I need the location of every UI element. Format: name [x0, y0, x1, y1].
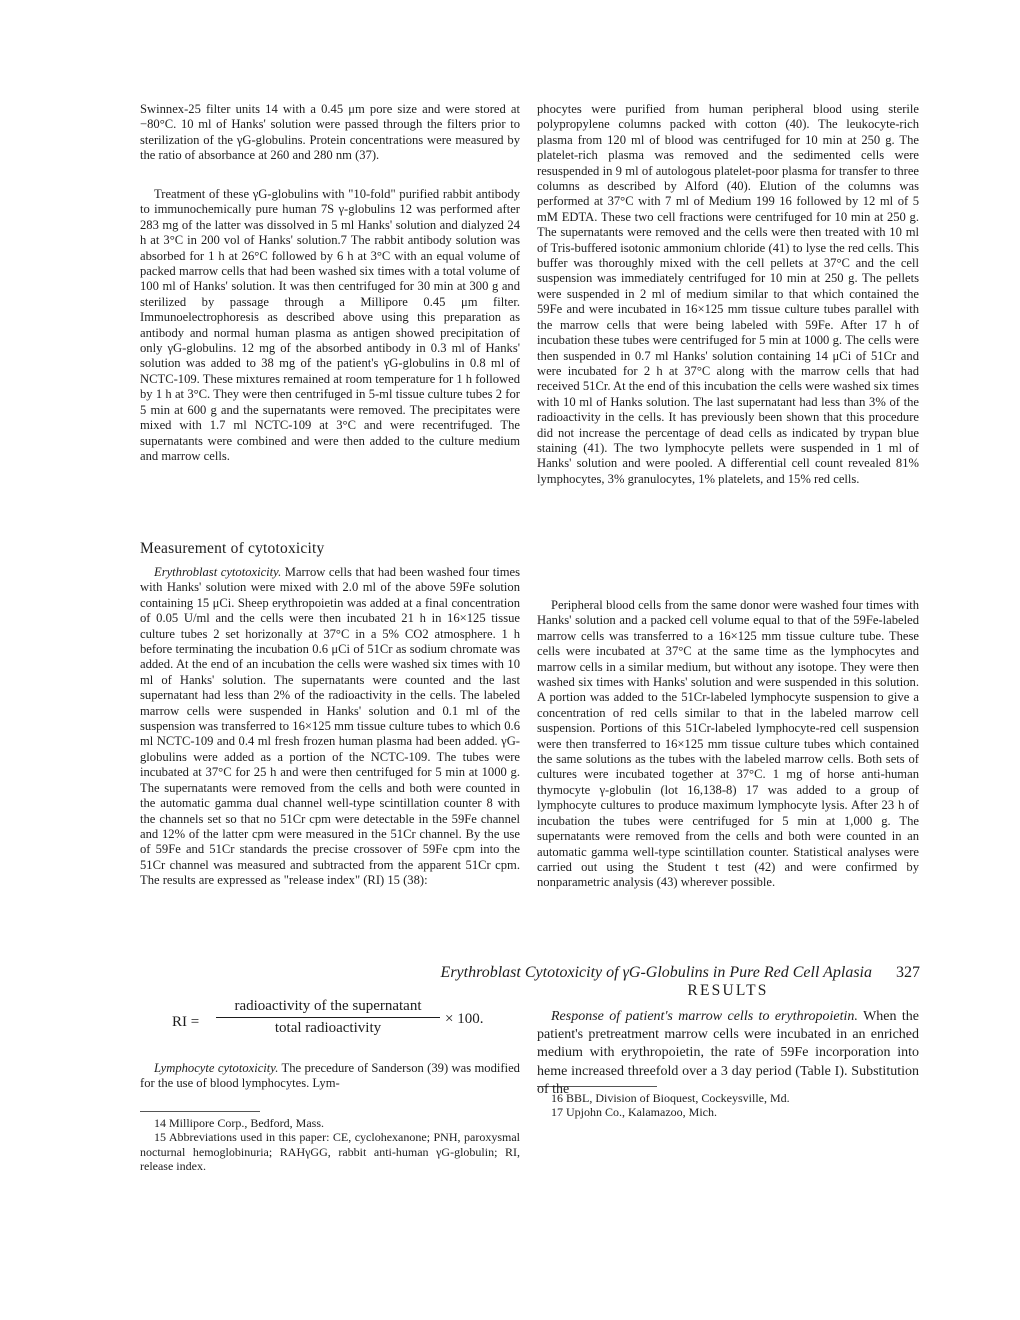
results-heading: RESULTS	[687, 982, 769, 999]
running-title: Erythroblast Cytotoxicity of γG-Globulins in Pure Red Cell Aplasia	[440, 964, 872, 981]
page-footer	[441, 964, 920, 982]
paragraph-text: The precedure of Sanderson (39) was modified for the use of blood lymphocytes. Lym-	[140, 1061, 520, 1091]
equation	[140, 995, 520, 1053]
run-in-heading: Response of patient's marrow cells to erythropoietin.	[551, 1009, 858, 1024]
paragraph: Treatment of these γG-globulins with "10-fold" purified rabbit antibody to immunochemically pure human 7S γ-globulins 12 was performed after 283 mg of the latter was dissolved in 5 ml Hanks' solution and dialyzed 24 h at 3°C in 200 vol of Hanks' solution.7 The rabbit antibody solution was absorbed for 1 h at 26°C followed by 6 h at 3°C with an equal volume of packed marrow cells that had been washed six times with a total volume of 100 ml of Hanks' solution. It was then centrifuged for 30 min at 300 g and sterilized by passage through a Millipore 0.45 μm filter. Immunoelectrophoresis as described above using this preparation as antibody and normal human plasma as antigen showed precipitation of only γG-globulins. 12 mg of the absorbed antibody in 0.3 ml of Hanks' solution was added to 38 mg of the patient's γG-globulins in 0.8 ml of NCTC-109. These mixtures remained at room temperature for 1 h followed by 1 h at 3°C. They were then centrifuged in 5-ml tissue culture tubes 2 for 5 min at 600 g and the supernatants were removed. The precipitates were mixed with 1.7 ml NCTC-109 at 3°C and were recentrifuged. The supernatants were combined and were then added to the culture medium and marrow cells.	[140, 187, 520, 463]
paragraph: Peripheral blood cells from the same donor were washed four times with Hanks' solution and a packed cell volume equal to that of the 59Fe-labeled marrow cells was transferred to a 16×125 mm tissue culture tube. These cells were incubated at 37°C at the same time as the lymphocytes and marrow cells in a similar medium, but without any isotope. They were then washed six times with Hanks' solution and were suspended in this solution. A portion was added to the 51Cr-labeled lymphocyte suspension to give a concentration of red cells similar to that in the labeled marrow cell suspension. Portions of this 51Cr-labeled lymphocyte-red cell suspension were then transferred to 16×125 mm tissue culture tubes which contained the same solutions as the tubes with the labeled marrow cells. Both sets of cultures were incubated together at 37°C. 1 mg of horse anti-human thymocyte γ-globulin (lot 16,138-8) 17 was added to a group of lymphocyte cultures to produce maximum lymphocyte lysis. After 23 h of incubation the tubes were centrifuged for 5 min at 1,000 g. The supernatants were removed from the cells and both were counted in an automatic gamma well-type scintillation counter. Statistical analyses were carried out using the Student t test (42) and were confirmed by nonparametric analysis (43) wherever possible.	[537, 598, 919, 890]
section-heading: Measurement of cytotoxicity	[140, 540, 325, 557]
equation-denominator: total radioactivity	[274, 1020, 382, 1036]
footnote: 15 Abbreviations used in this paper: CE, cyclohexanone; PNH, paroxysmal nocturnal hemoglobinuria; RAHγGG, rabbit anti-human γG-globulin; RI, release index.	[140, 1130, 520, 1174]
left-column	[140, 102, 520, 1174]
paragraph-text: When the patient's pretreatment marrow cells were incubated in an enriched medium with erythropoietin, the rate of 59Fe incorporation into heme increased threefold over a 3 day period (Table I). Substitution of the	[537, 1009, 919, 1097]
equation-numerator: radioactivity of the supernatant	[234, 998, 422, 1014]
paragraph	[537, 1008, 919, 1097]
footnote: 17 Upjohn Co., Kalamazoo, Mich.	[551, 1105, 717, 1120]
run-in-heading: Erythroblast cytotoxicity.	[154, 565, 282, 579]
paragraph	[140, 565, 520, 981]
paragraph: Swinnex-25 filter units 14 with a 0.45 μm pore size and were stored at −80°C. 10 ml of Hanks' solution were passed through the filters prior to sterilization of the γG-globulins. Protein concentrations were measured by the ratio of absorbance at 260 and 280 nm (37).	[140, 102, 520, 163]
footnotes	[537, 1091, 919, 1120]
equation-multiplier: × 100.	[445, 1011, 484, 1027]
paragraph: phocytes were purified from human peripheral blood using sterile polypropylene columns packed with cotton (40). The leukocyte-rich plasma from 120 ml of blood was centrifuged for 10 min at 250 g. The platelet-rich plasma was removed and the sedimented cells were resuspended in 9 ml of autologous platelet-poor plasma for transfer to three columns as described by Alford (40). Elution of the columns was performed at 37°C with 7 ml of Medium 199 16 followed by 12 ml of 5 mM EDTA. These two cell fractions were centrifuged for 10 min at 250 g. The supernatants were removed and the cells were then treated with 10 ml of Tris-buffered isotonic ammonium chloride (41) to lyse the red cells. This buffer was thoroughly mixed with the cell pellets at 37°C and the cell suspension was immediately centrifuged for 10 min at 250 g. The pellets were suspended in 2 ml of medium similar to that which contained the 59Fe and were incubated in 16×125 mm tissue culture tubes parallel with the marrow cells that were being labeled with 59Fe. After 17 h of incubation these tubes were centrifuged for 5 min at 1000 g. The cells were then suspended in 0.7 ml Hanks' solution containing 14 μCi of 51Cr and were incubated for 2 h at 37°C along with the marrow cells that had received 51Cr. At the end of this incubation the cells were washed six times with 10 ml of Hanks solution. The last supernatant had less than 3% of the radioactivity in the cells. It has previously been shown that this procedure did not increase the percentage of dead cells as indicated by trypan blue staining (41). The two lymphocyte pellets were suspended in 1 ml of Hanks' solution and were pooled. A differential cell count revealed 81% lymphocytes, 3% granulocytes, 1% platelets, and 15% red cells.	[537, 102, 919, 486]
page-number: 327	[896, 964, 920, 981]
footnotes	[140, 1116, 520, 1174]
footnote: 14 Millipore Corp., Bedford, Mass.	[154, 1116, 324, 1130]
run-in-heading: Lymphocyte cytotoxicity.	[154, 1061, 279, 1075]
paragraph	[140, 1061, 520, 1107]
paragraph-text: Marrow cells that had been washed four times with Hanks' solution were mixed with 2.0 ml of the above 59Fe solution containing 15 μCi. Sheep erythropoietin was added at a final concentration of 0.05 U/ml and the cells were then incubated 21 h in 16×125 tissue culture tubes 2 set horizonally at 37°C in a 5% CO2 atmosphere. 1 h before terminating the incubation 0.6 μCi of 51Cr as sodium chromate was added. At the end of an incubation the cells were washed six times with 10 ml of Hanks' solution. The supernatants were counted and the last supernatant had less than 2% of the radioactivity in the cells. The labeled marrow cells were suspended in Hanks' solution and 0.1 ml of the suspension was transferred to 16×125 mm tissue culture tubes to which 0.6 ml NCTC-109 and 0.4 ml fresh frozen human plasma had been added. γG-globulins were added as a portion of the NCTC-109. The tubes were incubated at 37°C for 25 h and were then centrifuged for 5 min at 1000 g. The supernatants were removed from the cells and both were counted in the automatic gamma dual channel well-type scintillation counter 8 with the channels set so that no 51Cr cpm were detectable in the 59Fe channel and 12% of the latter cpm were measured in the 51Cr channel. By the use of 59Fe and 51Cr standards the precise crossover of 59Fe cpm into the 51Cr channel was measured and subtracted from the apparent 51Cr cpm. The results are expressed as "release index" (RI) 15 (38):	[140, 565, 520, 888]
footnote-rule	[140, 1111, 260, 1112]
fraction-bar	[216, 1017, 440, 1018]
equation-lhs: RI =	[172, 1014, 200, 1030]
footnote: 16 BBL, Division of Bioquest, Cockeysville, Md.	[551, 1091, 790, 1105]
